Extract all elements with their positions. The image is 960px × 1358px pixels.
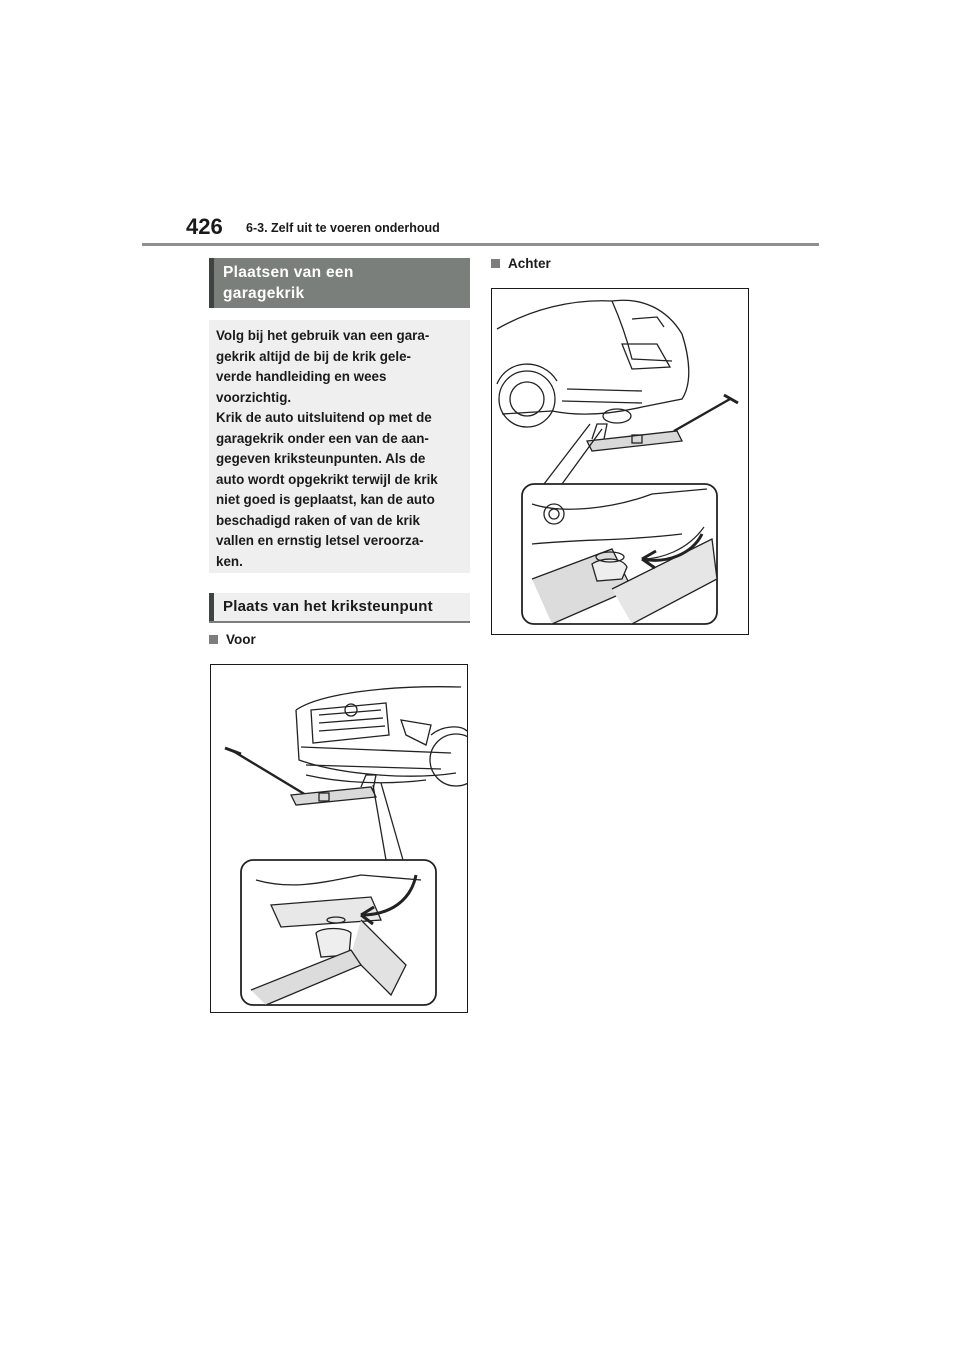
garage-jack-heading-text: Plaatsen van een garagekrik xyxy=(223,264,354,302)
header-rule xyxy=(142,243,819,246)
rear-label xyxy=(491,256,551,271)
jack-point-heading-text: Plaats van het kriksteunpunt xyxy=(223,598,433,615)
bullet-square-icon xyxy=(209,635,218,644)
section-header: 6-3. Zelf uit te voeren onderhoud xyxy=(246,221,440,235)
rear-car-svg xyxy=(492,289,748,634)
bullet-square-icon xyxy=(491,259,500,268)
rear-jack-point-illustration xyxy=(491,288,749,635)
front-label xyxy=(209,632,256,647)
front-car-svg xyxy=(211,665,467,1012)
warning-text: Volg bij het gebruik van een gara- gekrik altijd de bij de krik gele- verde handleiding en wees voorzichtig. Krik de auto uitsluitend op met de garagekrik onder een van de aan- gegeven kriksteunpunten. Als de auto wordt opgekrikt terwijl de krik niet goed is geplaatst, kan de auto beschadigd raken of van de krik vallen en ernstig letsel veroorza- ken. xyxy=(216,328,438,569)
warning-panel xyxy=(209,320,470,573)
rear-label-text: Achter xyxy=(508,256,551,271)
heading-accent-bar xyxy=(209,258,214,308)
garage-jack-heading xyxy=(209,258,470,308)
front-label-text: Voor xyxy=(226,632,256,647)
subheading-accent-bar xyxy=(209,593,214,621)
page-number: 426 xyxy=(186,214,223,239)
jack-point-heading xyxy=(209,593,470,623)
front-jack-point-illustration xyxy=(210,664,468,1013)
